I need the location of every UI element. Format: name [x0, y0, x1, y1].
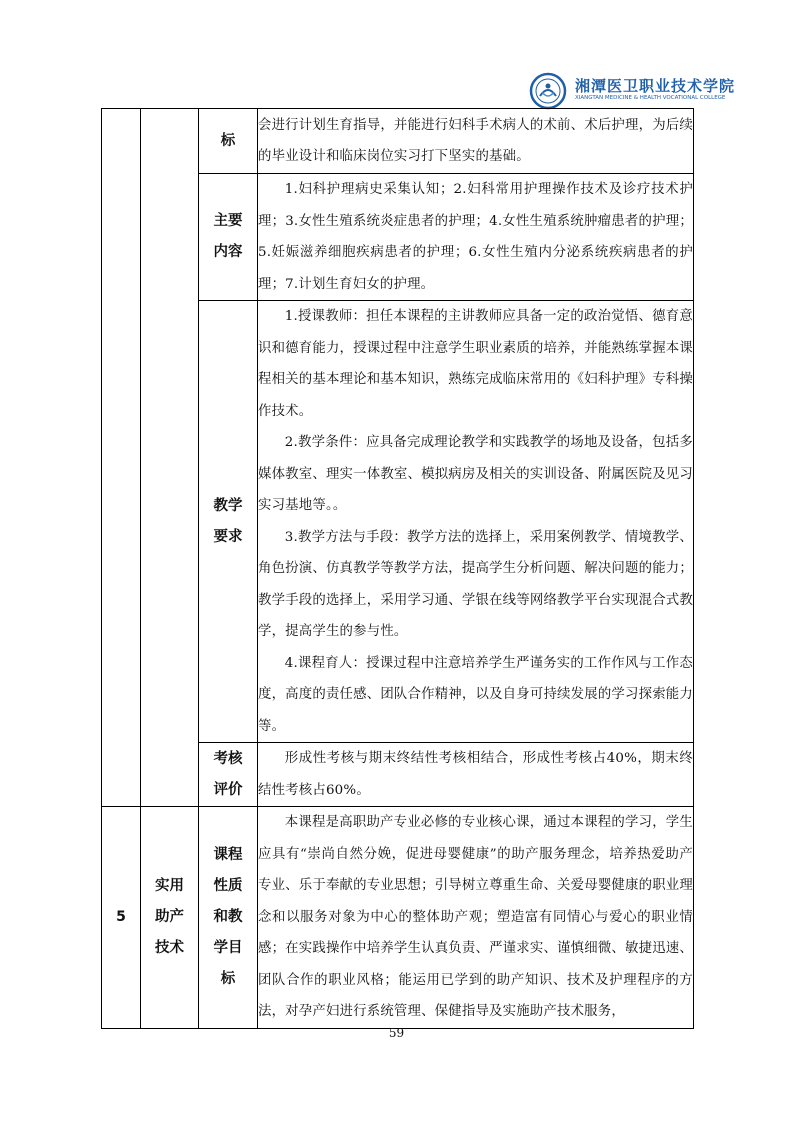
college-name: 湘潭医卫职业技术学院 [575, 77, 736, 95]
course-goal-text: 本课程是高职助产专业必修的专业核心课，通过本课程的学习，学生应具有“崇尚自然分娩，促进母婴健康”的助产服务理念，培养热爱助产专业、乐于奉献的专业思想；引导树立尊重生命、关爱母婴健康的职业理念和以服务对象为中心的整体助产观；塑造富有同情心与爱心的职业情感；在实践操作中培养学生认真负责、严谨求实、谨慎细微、敏捷迅速、团队合作的职业风格；能运用已学到的助产知识、技术及护理程序的方法，对孕产妇进行系统管理、保健指导及实施助产技术服务， [258, 807, 694, 1029]
table-row [102, 109, 694, 174]
content-label: 主要 内容 [199, 174, 258, 301]
content-text: 1.妇科护理病史采集认知；2.妇科常用护理操作技术及诊疗技术护理；3.女性生殖系统炎症患者的护理；4.女性生殖系统肿瘤患者的护理；5.妊娠滋养细胞疾病患者的护理；6.女性生殖内分泌系统疾病患者的护理；7.计划生育妇女的护理。 [258, 174, 694, 301]
college-logo [528, 72, 736, 110]
goal-tail-label: 标 [199, 109, 258, 174]
assessment-text: 形成性考核与期末终结性考核相结合，形成性考核占40%，期末终结性考核占60%。 [258, 743, 694, 807]
course-name: 实用 助产 技术 [141, 807, 199, 1029]
goal-tail-content: 会进行计划生育指导，并能进行妇科手术病人的术前、术后护理，为后续的毕业设计和临床岗位实习打下坚实的基础。 [258, 109, 694, 174]
table-row [102, 807, 694, 1029]
course-goal-label: 课程 性质 和教 学目 标 [199, 807, 258, 1029]
course-table [101, 108, 694, 1029]
college-name-en: XIANGTAN MEDICINE & HEALTH VOCATIONAL COLLEGE [575, 95, 726, 101]
name-cell-empty [141, 109, 199, 807]
page-number: 59 [388, 1026, 405, 1040]
course-number: 5 [102, 807, 141, 1029]
requirements-label: 教学 要求 [199, 301, 258, 743]
number-cell-empty [102, 109, 141, 807]
assessment-label: 考核 评价 [199, 743, 258, 807]
requirements-text: 1.授课教师：担任本课程的主讲教师应具备一定的政治觉悟、德育意识和德育能力，授课过程中注意学生职业素质的培养，并能熟练掌握本课程相关的基本理论和基本知识，熟练完成临床常用的《妇科护理》专科操作技术。 2.教学条件：应具备完成理论教学和实践教学的场地及设备，包括多媒体教室、理实一体教室、模拟病房及相关的实训设备、附属医院及见习实习基地等。。 3.教学方法与手段：教学方法的选择上，采用案例教学、情境教学、角色扮演、仿真教学等教学方法，提高学生分析问题、解决问题的能力；教学手段的选择上，采用学习通、学银在线等网络教学平台实现混合式教学，提高学生的参与性。 4.课程育人：授课过程中注意培养学生严谨务实的工作作风与工作态度，高度的责任感、团队合作精神，以及自身可持续发展的学习探索能力等。 [258, 301, 694, 743]
college-emblem-icon [528, 72, 570, 110]
